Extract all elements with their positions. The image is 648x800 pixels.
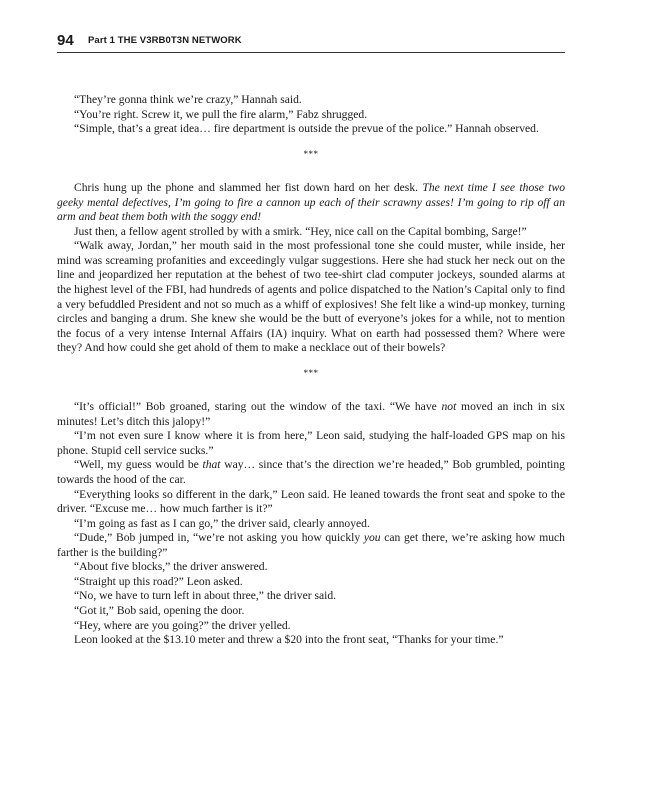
paragraph: “I’m not even sure I know where it is from here,” Leon said, studying the half-loaded GPS map on his phone. Stupid cell service sucks.” (57, 429, 565, 457)
paragraph: “Straight up this road?” Leon asked. (74, 574, 243, 588)
page-header (57, 32, 565, 53)
italic-text: not (441, 400, 457, 414)
page-number: 94 (57, 32, 74, 49)
paragraph: “No, we have to turn left in about three,” the driver said. (74, 589, 337, 603)
paragraph (57, 181, 565, 225)
paragraph-text: moved an inch in six minutes! Let’s ditch this jalopy!” (57, 400, 565, 428)
italic-text: The next time I see those two geeky mental defectives, I’m going to fire a cannon up each of their scrawny asses! I’m going to rip off an arm and beat them both with the soggy end! (57, 181, 565, 224)
paragraph (57, 531, 565, 560)
paragraph (57, 122, 565, 137)
body-text (57, 93, 565, 648)
paragraph: “They’re gonna think we’re crazy,” Hannah said. (74, 93, 302, 106)
section-separator: *** (303, 148, 319, 159)
paragraph: “You’re right. Screw it, we pull the fire alarm,” Fabz shrugged. (74, 107, 368, 121)
paragraph: “I’m going as fast as I can go,” the driver said, clearly annoyed. (74, 516, 370, 530)
paragraph: Leon looked at the $13.10 meter and threw a $20 into the front seat, “Thanks for your time.” (74, 633, 504, 647)
paragraph: “Got it,” Bob said, opening the door. (74, 603, 245, 617)
running-head: Part 1 THE V3RB0T3N NETWORK (88, 35, 242, 46)
paragraph-text: “It’s official!” Bob groaned, staring out the window of the taxi. “We have (74, 400, 442, 414)
paragraph: “About five blocks,” the driver answered. (74, 560, 268, 574)
section-separator: *** (303, 367, 319, 378)
paragraph-text: “Simple, that’s a great idea… fire department is outside the prevue of the police.” Hannah observed. (74, 122, 539, 136)
italic-text: you (363, 531, 381, 545)
paragraph-text: can get there, we’re asking how much farther is the building?” (57, 531, 565, 559)
italic-text: that (202, 458, 221, 472)
paragraph (57, 458, 565, 487)
paragraph: “Walk away, Jordan,” her mouth said in the most professional tone she could muster, while inside, her mind was screaming profanities and exceedingly vulgar suggestions. Here she had stuck her neck out on the line and jeopardized her reputation at the behest of two tee-shirt clad computer jockeys, sounded alarms at the highest level of the FBI, had hundreds of agents and police dispatched to the Nation’s Capital only to find a very befuddled President and not so much as a whiff of explosives! She felt like a wind-up monkey, turning circles and banging a drum. She knew she would be the butt of everyone’s jokes for a while, not to mention the focus of a very intense Internal Affairs (IA) inquiry. What on earth had possessed them? Where were they? And how could she get ahold of them to make a necklace out of their bowels? (57, 239, 565, 355)
paragraph (57, 400, 565, 429)
paragraph-text: Chris hung up the phone and slammed her fist down hard on her desk. (74, 181, 423, 195)
paragraph: “Everything looks so different in the dark,” Leon said. He leaned towards the front seat and spoke to the driver. “Excuse me… how much farther is it?” (57, 487, 565, 516)
paragraph: Just then, a fellow agent strolled by with a smirk. “Hey, nice call on the Capital bombing, Sarge!” (74, 224, 527, 238)
paragraph-text: “Dude,” Bob jumped in, “we’re not asking you how quickly (74, 531, 364, 545)
paragraph-text: way… since that’s the direction we’re headed,” Bob grumbled, pointing towards the hood of the car. (57, 458, 565, 487)
paragraph-text: “Well, my guess would be (74, 458, 203, 472)
paragraph: “Hey, where are you going?” the driver yelled. (74, 618, 291, 632)
